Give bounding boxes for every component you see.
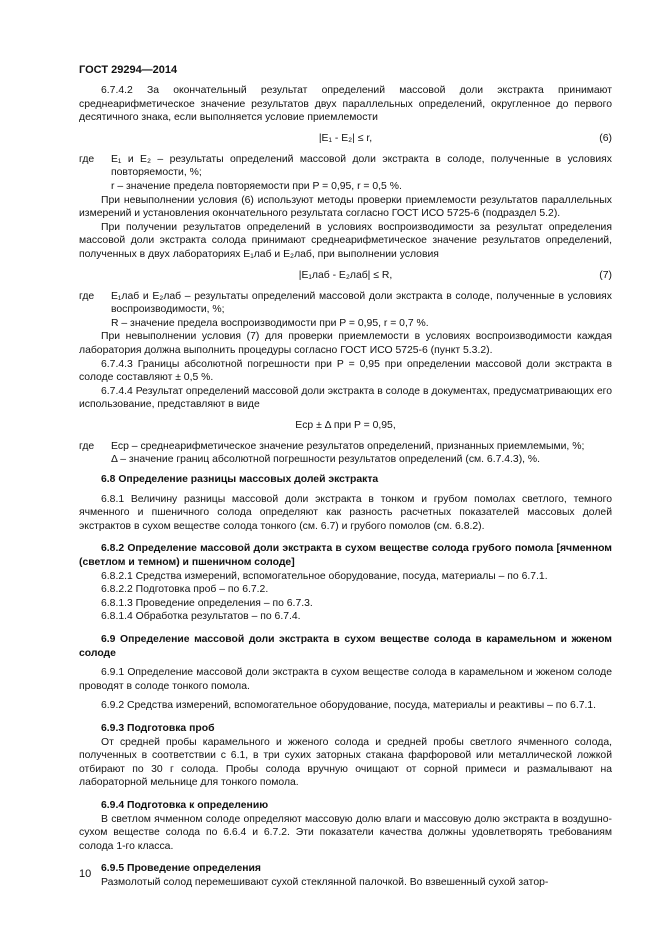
where-7-definition-r: R – значение предела воспроизводимости при P = 0,95, r = 0,7 %. xyxy=(111,317,429,329)
formula-6-number: (6) xyxy=(599,132,612,144)
where-6-definition-e: E₁ и E₂ – результаты определений массовой доли экстракта в солоде, полученные в условиях повторяемости, %; xyxy=(111,153,612,179)
paragraph-reproducibility: При получении результатов определений в условиях воспроизводимости за результат определения массовой доли экстракта солода принимают среднеарифметическое значение результатов определений, полученных в двух лабораториях E₁лаб и E₂лаб, при выполнении условия xyxy=(79,221,612,260)
document-body xyxy=(79,84,612,890)
paragraph-6-9-2: 6.9.2 Средства измерений, вспомогательное оборудование, посуда, материалы и реактивы – по 6.7.1. xyxy=(101,700,597,712)
where-block-7 xyxy=(79,290,612,317)
paragraph-6-7-4-2: 6.7.4.2 За окончательный результат определений массовой доли экстракта принимают среднеарифметическое значение результатов двух параллельных определений, округленное до первого десятичного знака, если выполняется условие приемлемости xyxy=(79,85,612,124)
section-heading-6-8-2: 6.8.2 Определение массовой доли экстракта в сухом веществе солода грубого помола [ячменном (светлом и темном) и пшеничном солоде] xyxy=(79,543,612,569)
item-6-8-2-2: 6.8.2.2 Подготовка проб – по 6.7.2. xyxy=(101,584,269,596)
where-label: где xyxy=(79,440,95,452)
where-result-definition-ecp: Eср – среднеарифметическое значение результатов определений, признанных приемлемыми, %; xyxy=(111,440,585,452)
where-result-definition-delta: Δ – значение границ абсолютной погрешности результатов определений (см. 6.7.4.3), %. xyxy=(111,454,541,466)
section-heading-6-9-5: 6.9.5 Проведение определения xyxy=(101,863,261,875)
section-heading-6-8: 6.8 Определение разницы массовых долей экстракта xyxy=(101,474,379,486)
formula-result xyxy=(79,419,612,433)
document-header: ГОСТ 29294—2014 xyxy=(79,64,178,76)
formula-6-expression: |E₁ - E₂| ≤ r, xyxy=(318,132,373,144)
paragraph-6-8-1: 6.8.1 Величину разницы массовой доли экстракта в тонком и грубом помолах светлого, темного ячменного и пшеничного солода определяют как разность расчетных показателей массовых долей экстрактов в сухом веществе солода тонкого (см. 6.7) и грубого помолов (см. 6.8.2). xyxy=(79,493,612,532)
item-6-8-2-1: 6.8.2.1 Средства измерений, вспомогательное оборудование, посуда, материалы – по 6.7.1. xyxy=(101,570,548,582)
formula-7 xyxy=(79,269,612,283)
where-label: где xyxy=(79,290,95,302)
paragraph-6-7-4-3: 6.7.4.3 Границы абсолютной погрешности при P = 0,95 при определении массовой доли экстракта в солоде составляют ± 0,5 %. xyxy=(79,358,612,384)
paragraph-6-9-4: В светлом ячменном солоде определяют массовую долю влаги и массовую долю экстракта в воздушно-сухом веществе солода по 6.6.4 и 6.7.2. Эти показатели качества должны удовлетворять требованиям солода 1-го класса. xyxy=(79,813,612,852)
section-heading-6-9-4: 6.9.4 Подготовка к определению xyxy=(101,799,269,811)
where-6-definition-r: r – значение предела повторяемости при P = 0,95, r = 0,5 %. xyxy=(111,180,402,192)
item-6-8-1-4: 6.8.1.4 Обработка результатов – по 6.7.4. xyxy=(101,611,301,623)
page-number: 10 xyxy=(79,868,92,880)
where-label: где xyxy=(79,153,95,165)
section-heading-6-9: 6.9 Определение массовой доли экстракта в сухом веществе солода в карамельном и жженом солоде xyxy=(79,634,612,659)
paragraph-6-9-5: Размолотый солод перемешивают сухой стеклянной палочкой. Во взвешенный сухой затор- xyxy=(101,876,549,888)
section-heading-6-9-3: 6.9.3 Подготовка проб xyxy=(101,722,215,734)
paragraph-condition-6: При невыполнении условия (6) используют методы проверки приемлемости результатов параллельных измерений и установления окончательного результата согласно ГОСТ ИСО 5725-6 (подраздел 5.2). xyxy=(79,194,612,220)
item-6-8-1-3: 6.8.1.3 Проведение определения – по 6.7.3. xyxy=(101,597,313,609)
formula-7-expression: |E₁лаб - E₂лаб| ≤ R, xyxy=(298,269,393,281)
where-block-6 xyxy=(79,153,612,180)
formula-6 xyxy=(79,132,612,146)
paragraph-6-9-3: От средней пробы карамельного и жженого солода и средней пробы светлого ячменного солода, полученных в соответствии с 6.1, в три сухих заторных стакана фарфоровой или металлической ложкой отбирают по 30 г солода. Пробы солода вручную очищают от сорной примеси и размалывают на лабораторной мельнице для тонкого помола. xyxy=(79,736,612,789)
paragraph-condition-7: При невыполнении условия (7) для проверки приемлемости в условиях воспроизводимости каждая лаборатория должна выполнить процедуры согласно ГОСТ ИСО 5725-6 (пункт 5.3.2). xyxy=(79,331,612,356)
where-block-result xyxy=(79,440,612,454)
formula-7-number: (7) xyxy=(599,269,612,281)
where-7-definition-e: E₁лаб и E₂лаб – результаты определений массовой доли экстракта в солоде, полученные в условиях воспроизводимости, %; xyxy=(111,290,612,316)
paragraph-6-7-4-4: 6.7.4.4 Результат определений массовой доли экстракта в солоде в документах, предусматривающих его использование, представляют в виде xyxy=(79,385,612,411)
formula-result-expression: Eср ± Δ при P = 0,95, xyxy=(295,419,396,431)
paragraph-6-9-1: 6.9.1 Определение массовой доли экстракта в сухом веществе солода в карамельном и жженом солоде проводят в солоде тонкого помола. xyxy=(79,667,612,692)
